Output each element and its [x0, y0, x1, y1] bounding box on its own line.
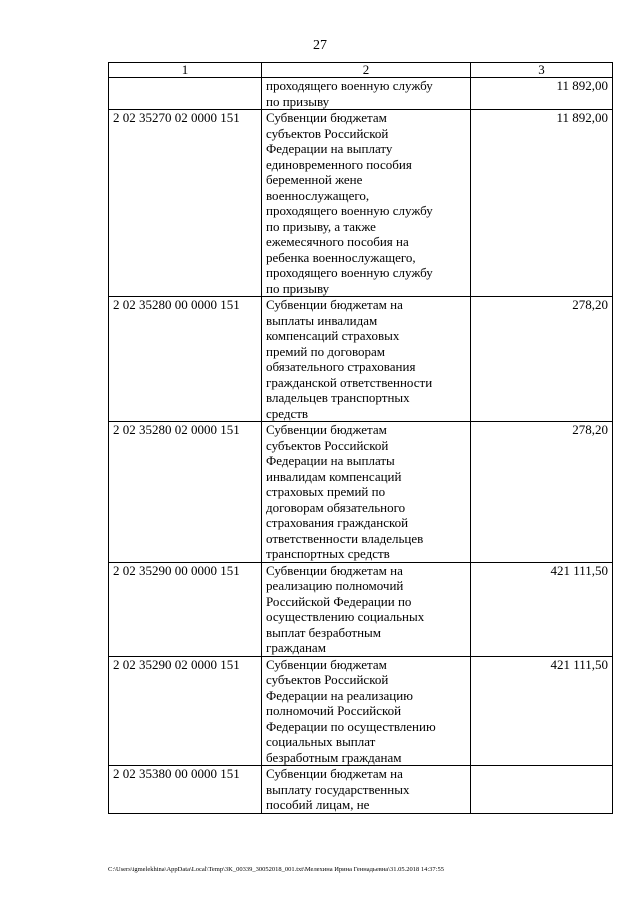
description-line: пособий лицам, не — [266, 797, 370, 812]
description-cell — [262, 110, 471, 297]
description-line: ежемесячного пособия на — [266, 234, 409, 249]
description-line: Федерации на выплаты — [266, 453, 395, 468]
description-line: Субвенции бюджетам на — [266, 562, 403, 578]
table-row — [109, 78, 613, 110]
description-line: Субвенции бюджетам — [266, 656, 387, 672]
column-header-amount: 3 — [471, 63, 613, 78]
table-row — [109, 766, 613, 814]
amount-cell: 421 111,50 — [471, 562, 613, 656]
description-line: ребенка военнослужащего, — [266, 249, 416, 265]
description-line: проходящего военную службу — [266, 203, 433, 218]
amount-cell: 278,20 — [471, 297, 613, 422]
description-cell — [262, 422, 471, 563]
table-row — [109, 422, 613, 563]
description-line: безработным гражданам — [266, 749, 402, 765]
description-line: инвалидам компенсаций — [266, 468, 402, 484]
description-line: Субвенции бюджетам — [266, 110, 387, 125]
description-line: премий по договорам — [266, 343, 385, 359]
budget-code-cell — [109, 78, 262, 110]
description-line: полномочий Российской — [266, 703, 402, 718]
column-header-description: 2 — [262, 63, 471, 78]
description-line: выплату государственных — [266, 781, 410, 797]
description-line: Российской Федерации по — [266, 593, 412, 609]
description-line: выплаты инвалидам — [266, 312, 378, 328]
description-line: Субвенции бюджетам на — [266, 297, 403, 312]
table-row — [109, 297, 613, 422]
description-line: субъектов Российской — [266, 437, 389, 453]
amount-cell: 278,20 — [471, 422, 613, 563]
description-line: Федерации на выплату — [266, 141, 393, 156]
description-cell — [262, 656, 471, 766]
description-line: проходящего военную службу — [266, 78, 433, 93]
description-line: обязательного страхования — [266, 359, 416, 374]
description-line: владельцев транспортных — [266, 390, 410, 405]
description-line: реализацию полномочий — [266, 578, 404, 593]
description-line: страховых премий по — [266, 484, 386, 499]
budget-code-cell: 2 02 35290 00 0000 151 — [109, 562, 262, 656]
budget-code-cell: 2 02 35380 00 0000 151 — [109, 766, 262, 814]
description-line: осуществлению социальных — [266, 609, 425, 624]
description-cell — [262, 297, 471, 422]
description-line: средств — [266, 405, 309, 421]
amount-cell: 11 892,00 — [471, 110, 613, 297]
table-row — [109, 110, 613, 297]
description-line: субъектов Российской — [266, 125, 389, 141]
file-path-footer: C:\Users\igmelekhina\AppData\Local\Temp\3K_00339_30052018_001.txt\Мелехина Ирина Геннадьевна\31.05.2018 14:37:55 — [108, 866, 444, 873]
description-line: транспортных средств — [266, 546, 390, 561]
table-header-row — [109, 63, 613, 78]
description-line: по призыву — [266, 280, 330, 296]
description-line: субъектов Российской — [266, 672, 389, 687]
description-line: Федерации по осуществлению — [266, 718, 436, 734]
description-line: Федерации на реализацию — [266, 687, 413, 703]
description-cell — [262, 78, 471, 110]
description-line: по призыву, а также — [266, 218, 376, 234]
page-number: 27 — [313, 38, 327, 53]
budget-table — [108, 62, 613, 814]
description-line: по призыву — [266, 93, 330, 109]
budget-code-cell: 2 02 35290 02 0000 151 — [109, 656, 262, 766]
description-line: Субвенции бюджетам на — [266, 766, 403, 781]
description-line: проходящего военную службу — [266, 265, 433, 280]
description-line: ответственности владельцев — [266, 530, 424, 546]
description-line: единовременного пособия — [266, 156, 412, 172]
budget-code-cell: 2 02 35280 02 0000 151 — [109, 422, 262, 563]
description-line: страхования гражданской — [266, 515, 409, 530]
column-header-code: 1 — [109, 63, 262, 78]
description-line: гражданской ответственности — [266, 374, 433, 390]
table-row — [109, 562, 613, 656]
description-cell — [262, 562, 471, 656]
description-line: беременной жене — [266, 172, 363, 187]
budget-code-cell: 2 02 35270 02 0000 151 — [109, 110, 262, 297]
table-row — [109, 656, 613, 766]
amount-cell — [471, 766, 613, 814]
table-body — [109, 78, 613, 814]
description-line: гражданам — [266, 640, 326, 655]
description-cell — [262, 766, 471, 814]
description-line: выплат безработным — [266, 624, 382, 640]
description-line: социальных выплат — [266, 734, 376, 749]
description-line: компенсаций страховых — [266, 328, 400, 343]
budget-code-cell: 2 02 35280 00 0000 151 — [109, 297, 262, 422]
amount-cell: 11 892,00 — [471, 78, 613, 110]
description-line: договорам обязательного — [266, 499, 406, 515]
description-line: Субвенции бюджетам — [266, 422, 387, 437]
amount-cell: 421 111,50 — [471, 656, 613, 766]
description-line: военнослужащего, — [266, 187, 370, 203]
